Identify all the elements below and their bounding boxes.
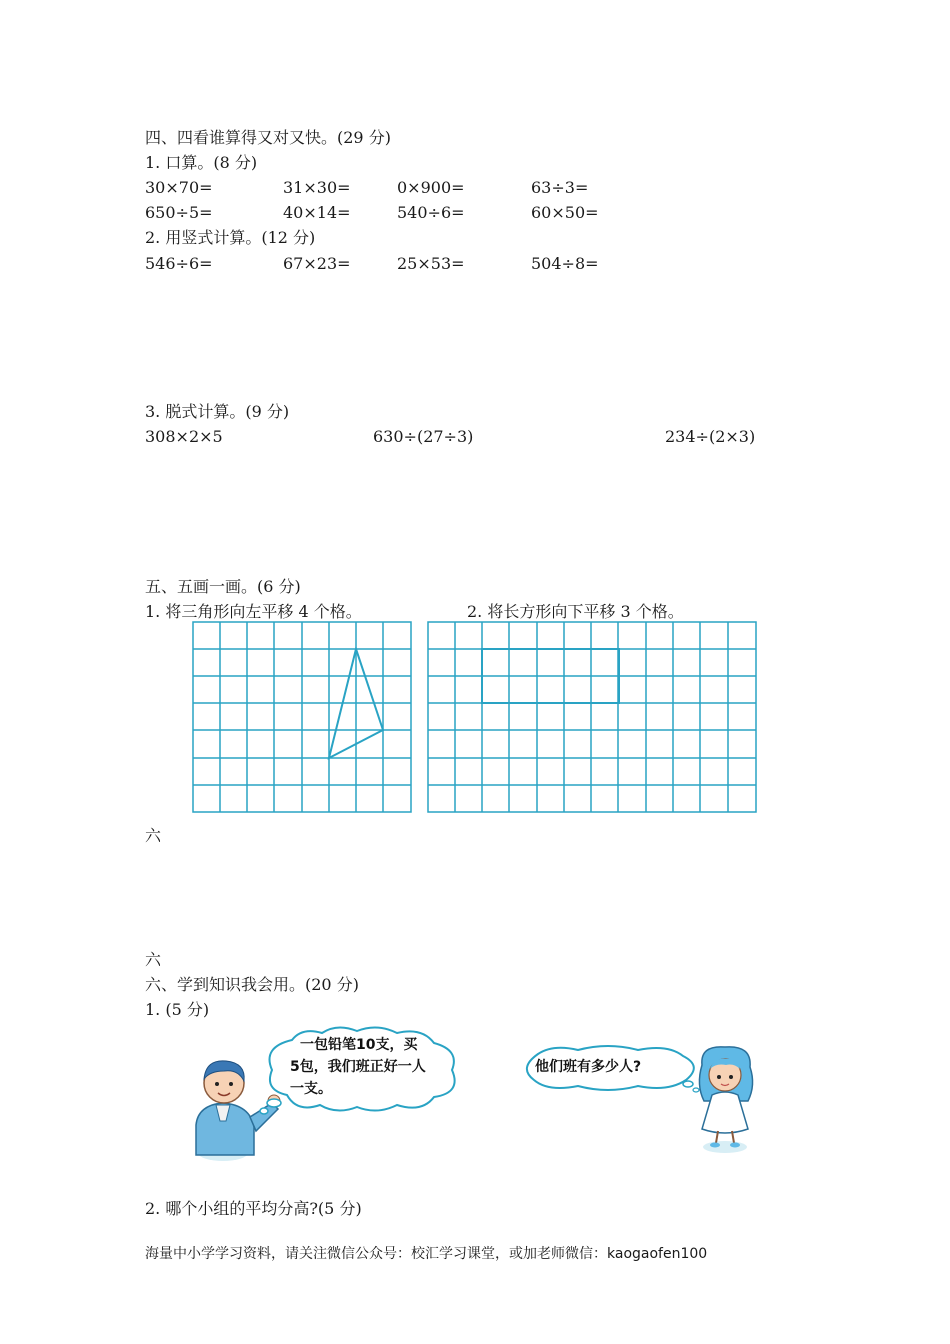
section6-q2-label: 2. 哪个小组的平均分高?(5 分): [145, 1199, 362, 1218]
section4-title: 四、四看谁算得又对又快。(29 分): [145, 128, 391, 147]
rectangle-grid: [427, 621, 757, 813]
girl-bubble-text: 他们班有多少人?: [535, 1059, 642, 1075]
footer-text: 海量中小学学习资料，请关注微信公众号：校汇学习课堂，或加老师微信：kaogaofen100: [145, 1246, 708, 1262]
oral-calc-item: 60×50=: [531, 203, 599, 222]
section5-title: 五、五画一画。(6 分): [145, 577, 301, 596]
section6-title: 六、学到知识我会用。(20 分): [145, 975, 359, 994]
boy-bubble-line: 一支。: [290, 1081, 332, 1097]
step-calc-item: 630÷(27÷3): [373, 427, 474, 446]
oral-calc-item: 40×14=: [283, 203, 351, 222]
step-calc-item: 308×2×5: [145, 427, 223, 446]
triangle-grid: [192, 621, 412, 813]
stray-character: 六: [145, 826, 162, 845]
section6-q1-label: 1. (5 分): [145, 1000, 210, 1019]
vertical-calc-item: 504÷8=: [531, 254, 599, 273]
step-calc-item: 234÷(2×3): [665, 427, 756, 446]
oral-calc-item: 63÷3=: [531, 178, 589, 197]
vertical-calc-item: 67×23=: [283, 254, 351, 273]
girl-illustration: [690, 1045, 760, 1155]
oral-calc-item: 650÷5=: [145, 203, 213, 222]
oral-calc-item: 0×900=: [397, 178, 465, 197]
q1-label: 1. 口算。(8 分): [145, 153, 258, 172]
vertical-calc-item: 25×53=: [397, 254, 465, 273]
translate-rectangle-label: 2. 将长方形向下平移 3 个格。: [467, 602, 684, 621]
oral-calc-item: 540÷6=: [397, 203, 465, 222]
oral-calc-item: 31×30=: [283, 178, 351, 197]
q2-label: 2. 用竖式计算。(12 分): [145, 228, 316, 247]
boy-bubble-line: 一包铅笔10支，买: [300, 1037, 418, 1053]
boy-bubble-line: 5包，我们班正好一人: [290, 1059, 426, 1075]
stray-character: 六: [145, 950, 162, 969]
oral-calc-item: 30×70=: [145, 178, 213, 197]
q3-label: 3. 脱式计算。(9 分): [145, 402, 290, 421]
vertical-calc-item: 546÷6=: [145, 254, 213, 273]
translate-triangle-label: 1. 将三角形向左平移 4 个格。: [145, 602, 362, 621]
